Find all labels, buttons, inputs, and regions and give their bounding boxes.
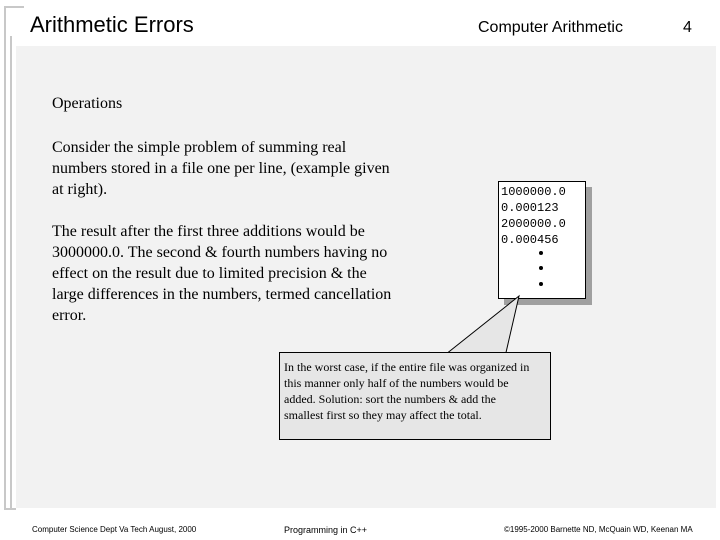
data-value: 2000000.0 (501, 217, 566, 231)
paragraph-intro: Consider the simple problem of summing real numbers stored in a file one per line, (example given at right). (52, 139, 390, 198)
footer-department: Computer Science Dept Va Tech August, 2000 (32, 525, 197, 534)
callout-text: In the worst case, if the entire file was organized in this manner only half of the numbers would be added. Solution: sort the numbers & add the smallest first so they may affect the total. (284, 360, 530, 422)
data-value: 0.000456 (501, 233, 559, 247)
course-topic: Computer Arithmetic (478, 19, 623, 36)
footer-copyright: ©1995-2000 Barnette ND, McQuain WD, Keenan MA (504, 525, 693, 534)
frame-top-line (4, 6, 24, 8)
frame-left-line (4, 6, 6, 510)
footer-course: Programming in C++ (284, 525, 368, 535)
callout-box (279, 352, 551, 440)
frame-inner-left-line (10, 36, 12, 510)
data-value: 0.000123 (501, 201, 559, 215)
ellipsis-dot (539, 266, 543, 270)
paragraph-result: The result after the first three additions would be 3000000.0. The second & fourth numbers having no effect on the result due to limited precision & the large differences in the numbers, termed cancellation error. (52, 223, 392, 324)
slide-title: Arithmetic Errors (30, 12, 194, 37)
frame-bottom-line (4, 508, 16, 510)
section-heading: Operations (52, 95, 123, 112)
slide-number: 4 (683, 19, 692, 36)
data-value: 1000000.0 (501, 185, 566, 199)
ellipsis-dot (539, 282, 543, 286)
ellipsis-dot (539, 251, 543, 255)
data-example-box (498, 181, 586, 299)
